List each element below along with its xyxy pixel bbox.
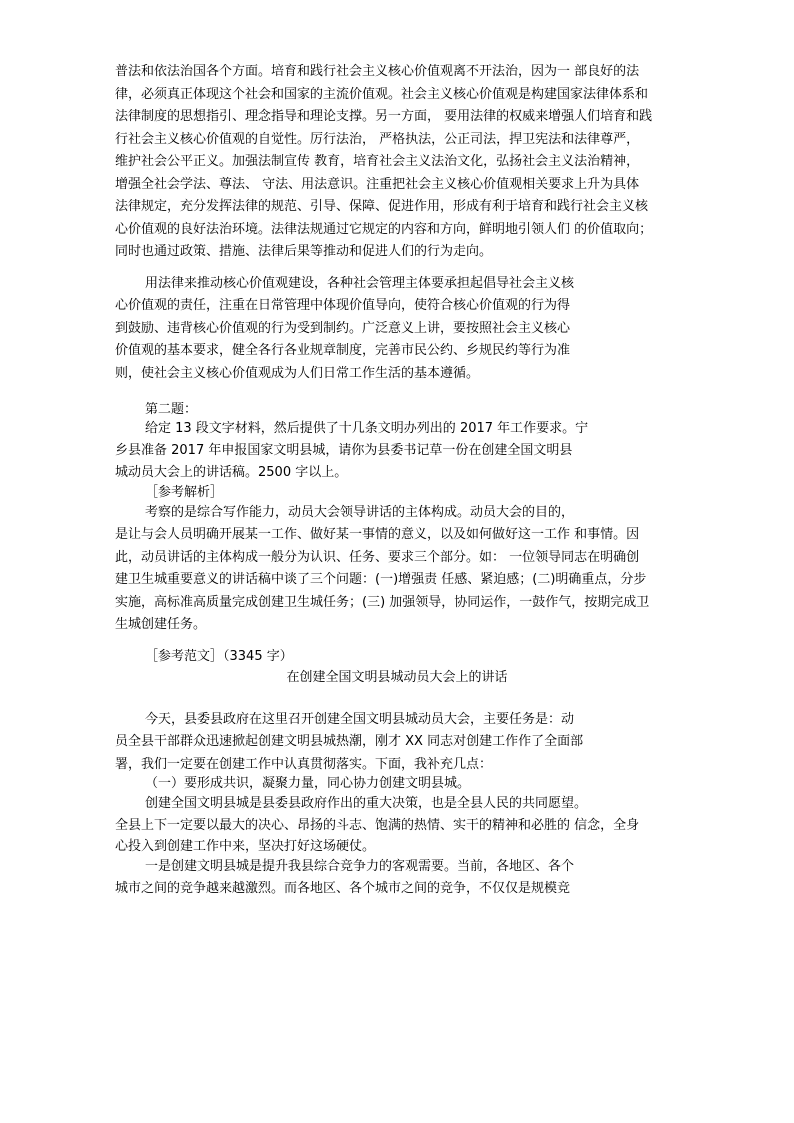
sample-heading: ［参考范文］（3345 字）	[145, 649, 293, 664]
text-line: 用法律来推动核心价值观建设，各种社会管理主体要承担起倡导社会主义核	[145, 276, 575, 291]
section-heading: （一）要形成共识，凝聚力量，同心协力创建文明县城。	[145, 776, 471, 791]
text-line: 普法和依法治国各个方面。培育和践行社会主义核心价值观离不开法治，因为一 部良好的法	[115, 64, 640, 79]
text-line: 乡县准备 2017 年申报国家文明县城，请你为县委书记草一份在创建全国文明县	[115, 443, 573, 458]
text-line: 心价值观的责任，注重在日常管理中体现价值导向，使符合核心价值观的行为得	[115, 298, 571, 313]
analysis-heading: ［参考解析］	[145, 485, 224, 500]
text-line: 今天，县委县政府在这里召开创建全国文明县城动员大会，主要任务是：动	[145, 712, 575, 727]
text-line: 全县上下一定要以最大的决心、昂扬的斗志、饱满的热情、实干的精神和必胜的 信念，全身	[115, 818, 640, 833]
text-line: 此，动员讲话的主体构成一般分为认识、任务、要求三个部分。如： 一位领导同志在明确创	[115, 550, 640, 565]
text-line: 城市之间的竞争越来越激烈。而各地区、各个城市之间的竞争，不仅仅是规模竞	[115, 881, 571, 896]
text-line: 价值观的基本要求，健全各行各业规章制度，完善市民公约、乡规民约等行为准	[115, 343, 571, 358]
text-line: 实施，高标准高质量完成创建卫生城任务；(三) 加强领导，协同运作，一鼓作气，按期完成卫	[115, 595, 650, 610]
text-line: 心投入到创建工作中来，坚决打好这场硬仗。	[115, 839, 376, 854]
question-heading: 第二题：	[145, 402, 198, 417]
text-line: 署，我们一定要在创建工作中认真贯彻落实。下面，我补充几点：	[115, 757, 493, 772]
text-line: 行社会主义核心价值观的自觉性。厉行法治， 严格执法，公正司法，捍卫宪法和法律尊严，	[115, 132, 640, 147]
text-line: 考察的是综合写作能力，动员大会领导讲话的主体构成。动员大会的目的，	[145, 505, 575, 520]
text-line: 员全县干部群众迅速掀起创建文明县城热潮，刚才 XX 同志对创建工作作了全面部	[115, 734, 584, 749]
text-line: 增强全社会学法、尊法、 守法、用法意识。注重把社会主义核心价值观相关要求上升为具体	[115, 177, 640, 192]
text-line: 建卫生城重要意义的讲话稿中谈了三个问题：(一)增强责 任感、紧迫感；(二)明确重点，分步	[115, 572, 647, 587]
text-line: 则，使社会主义核心价值观成为人们日常工作生活的基本遵循。	[115, 366, 480, 381]
text-line: 生城创建任务。	[115, 617, 207, 632]
text-line: 法律制度的思想指引、理念指导和理论支撑。另一方面， 要用法律的权威来增强人们培育和践	[115, 109, 653, 124]
text-line: 同时也通过政策、措施、法律后果等推动和促进人们的行为走向。	[115, 244, 493, 259]
text-line: 律，必须真正体现这个社会和国家的主流价值观。社会主义核心价值观是构建国家法律体系和	[115, 87, 649, 102]
text-line: 城动员大会上的讲话稿。2500 字以上。	[115, 465, 348, 480]
text-line: 心价值观的良好法治环境。法律法规通过它规定的内容和方向，鲜明地引领人们 的价值取向；	[115, 222, 653, 237]
text-line: 给定 13 段文字材料，然后提供了十几条文明办列出的 2017 年工作要求。宁	[145, 421, 589, 436]
text-line: 是让与会人员明确开展某一工作、做好某一事情的意义，以及如何做好这一工作 和事情。因	[115, 527, 640, 542]
text-line: 创建全国文明县城是县委县政府作出的重大决策，也是全县人民的共同愿望。	[145, 796, 588, 811]
text-line: 一是创建文明县城是提升我县综合竞争力的客观需要。当前，各地区、各个	[145, 859, 575, 874]
text-line: 维护社会公平正义。加强法制宣传 教育，培育社会主义法治文化，弘扬社会主义法治精神，	[115, 154, 640, 169]
text-line: 法律规定，充分发挥法律的规范、引导、保障、促进作用，形成有利于培育和践行社会主义核	[115, 199, 649, 214]
speech-title: 在创建全国文明县城动员大会上的讲话	[286, 670, 508, 685]
text-line: 到鼓励、违背核心价值观的行为受到制约。广泛意义上讲，要按照社会主义核心	[115, 321, 571, 336]
